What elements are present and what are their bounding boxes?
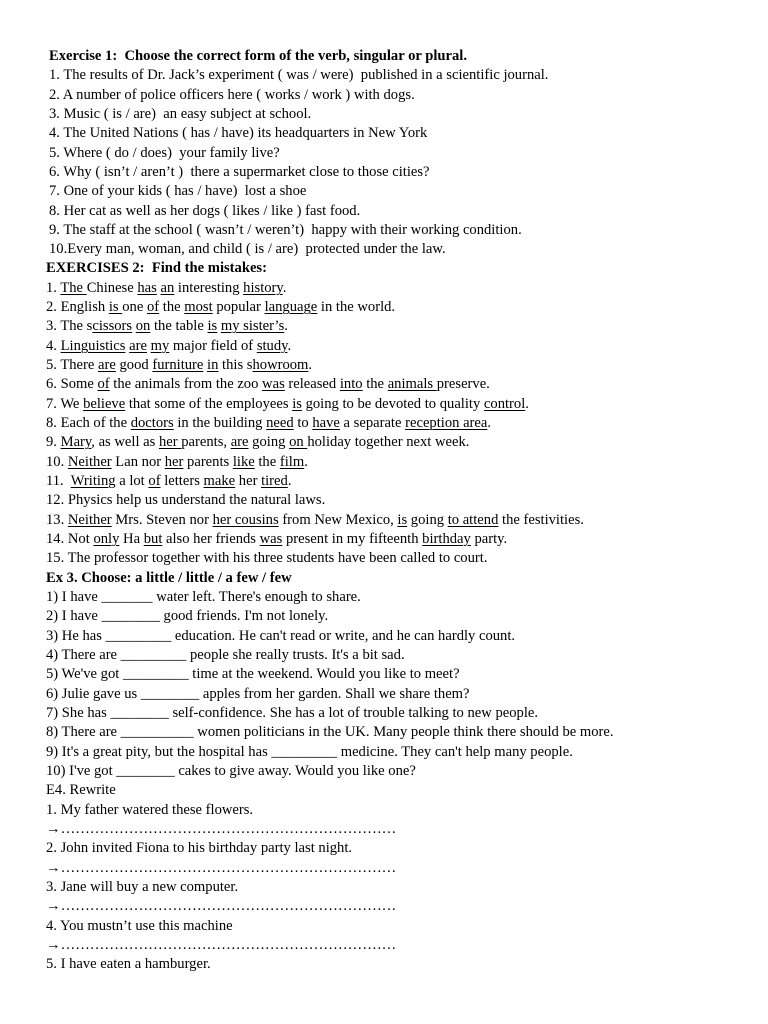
text-segment: one [122, 299, 147, 315]
text-segment: good [115, 357, 153, 373]
exercise-2-item [46, 414, 491, 433]
text-segment: interesting [174, 280, 244, 296]
text-segment: a separate [339, 415, 406, 431]
underlined-segment: of [148, 473, 161, 489]
text-segment: parents, [181, 434, 231, 450]
text-segment: parents [183, 454, 233, 470]
underlined-segment: are [98, 357, 116, 373]
exercise-2-item [46, 530, 507, 549]
exercise-2-item [46, 375, 490, 394]
underlined-segment: in [207, 357, 219, 373]
text-segment: a lot [115, 473, 149, 489]
underlined-segment: have [312, 415, 340, 431]
text-segment: 10. [46, 454, 68, 470]
text-segment: Mrs. Steven nor [111, 512, 213, 528]
exercise-2-item [46, 395, 529, 414]
underlined-segment: is [397, 512, 408, 528]
text-segment: . [525, 396, 529, 412]
exercise-4-sentence: 2. John invited Fiona to his birthday party last night. [46, 840, 353, 856]
underlined-segment: make [203, 473, 236, 489]
exercise-4-sentence: 5. I have eaten a hamburger. [46, 956, 211, 972]
exercise-2-item [46, 491, 325, 510]
underlined-segment: are [129, 338, 147, 354]
text-segment: to [293, 415, 313, 431]
underlined-segment: language [264, 299, 318, 315]
exercise-2-item [46, 279, 286, 298]
text-segment: going [248, 434, 290, 450]
underlined-segment: was [259, 531, 283, 547]
underlined-segment: is [207, 318, 218, 334]
exercise-2-item [46, 549, 487, 568]
underlined-segment: has [137, 280, 157, 296]
text-segment: this s [218, 357, 253, 373]
text-segment: Lan nor [111, 454, 165, 470]
underlined-segment: most [184, 299, 213, 315]
exercise-2-item [46, 511, 584, 530]
text-segment: from New Mexico, [278, 512, 398, 528]
text-segment: . [304, 454, 308, 470]
text-segment: . [487, 415, 492, 431]
underlined-segment: her cousins [212, 512, 279, 528]
text-segment: 13. [46, 512, 68, 528]
exercise-4-answer-line: →…………………………………………………………… [46, 821, 397, 837]
exercise-1-item: 8. Her cat as well as her dogs ( likes / like ) fast food. [49, 203, 361, 219]
text-segment: Chinese [86, 280, 138, 296]
exercise-1-item: 9. The staff at the school ( wasn’t / weren’t) happy with their working condition. [49, 222, 522, 238]
text-segment: released [284, 376, 340, 392]
text-segment: the animals from the zoo [109, 376, 263, 392]
text-segment: . [308, 357, 313, 373]
underlined-segment: study [256, 338, 288, 354]
exercise-3-item: 8) There are __________ women politicians in the UK. Many people think there should be more. [46, 724, 614, 740]
underlined-segment: her [158, 434, 182, 450]
text-segment: 11. [46, 473, 71, 489]
text-segment: in the building [173, 415, 267, 431]
underlined-segment: furniture [152, 357, 204, 373]
exercise-2-item [46, 337, 291, 356]
underlined-segment: is [108, 299, 123, 315]
exercise-4-answer-line: →…………………………………………………………… [46, 860, 397, 876]
exercise-1-item: 4. The United Nations ( has / have) its headquarters in New York [49, 125, 428, 141]
text-segment: in the world. [317, 299, 396, 315]
underlined-segment: The [60, 280, 87, 296]
underlined-segment: into [339, 376, 363, 392]
underlined-segment: to attend [447, 512, 499, 528]
underlined-segment: Neither [67, 454, 112, 470]
exercise-2-item [46, 433, 469, 452]
underlined-segment: howroom [252, 357, 309, 373]
exercise-4-heading: E4. Rewrite [46, 782, 116, 798]
exercise-4-sentence: 1. My father watered these flowers. [46, 802, 254, 818]
underlined-segment: believe [83, 396, 126, 412]
text-segment: the festivities. [498, 512, 584, 528]
underlined-segment: on [289, 434, 308, 450]
underlined-segment: was [262, 376, 285, 392]
underlined-segment: my sister’s [220, 318, 285, 334]
exercise-2-item [46, 472, 291, 491]
underlined-segment: Neither [67, 512, 112, 528]
underlined-segment: my [150, 338, 170, 354]
text-segment: 7. We [46, 396, 84, 412]
exercise-1-item: 1. The results of Dr. Jack’s experiment ( was / were) published in a scientific journal. [49, 67, 549, 83]
exercise-1-item: 6. Why ( isn’t / aren’t ) there a supermarket close to those cities? [49, 164, 430, 180]
text-segment: 12. Physics help us understand the natural laws. [46, 492, 326, 508]
text-segment: her [235, 473, 262, 489]
underlined-segment: Linguistics [60, 338, 126, 354]
underlined-segment: birthday [422, 531, 471, 547]
underlined-segment: Mary [60, 434, 92, 450]
underlined-segment: tired [261, 473, 288, 489]
exercise-3-item: 7) She has ________ self-confidence. She has a lot of trouble talking to new people. [46, 705, 539, 721]
exercise-3-item: 10) I've got ________ cakes to give away. Would you like one? [46, 763, 416, 779]
exercise-2-heading: EXERCISES 2: Find the mistakes: [46, 260, 267, 276]
text-segment: . [282, 280, 287, 296]
exercise-2-item [46, 317, 288, 336]
exercise-4-answer-line: →…………………………………………………………… [46, 898, 397, 914]
exercise-1-item: 3. Music ( is / are) an easy subject at school. [49, 106, 312, 122]
exercise-3-item: 1) I have _______ water left. There's enough to share. [46, 589, 361, 605]
text-segment: Ha [119, 531, 144, 547]
exercise-1-item: 7. One of your kids ( has / have) lost a shoe [49, 183, 307, 199]
underlined-segment: of [97, 376, 110, 392]
exercise-3-item: 2) I have ________ good friends. I'm not lonely. [46, 608, 329, 624]
underlined-segment: doctors [130, 415, 174, 431]
text-segment: 4. [46, 338, 61, 354]
underlined-segment: like [232, 454, 255, 470]
text-segment: the table [150, 318, 208, 334]
underlined-segment: of [146, 299, 160, 315]
text-segment: 3. The s [46, 318, 93, 334]
text-segment: 2. English [46, 299, 109, 315]
text-segment: the [254, 454, 280, 470]
underlined-segment: reception area [405, 415, 488, 431]
underlined-segment: but [143, 531, 163, 547]
underlined-segment: an [160, 280, 175, 296]
exercise-3-item: 5) We've got _________ time at the weekend. Would you like to meet? [46, 666, 460, 682]
underlined-segment: cissors [92, 318, 133, 334]
exercise-1-heading: Exercise 1: Choose the correct form of the verb, singular or plural. [49, 48, 468, 64]
text-segment: preserve. [436, 376, 490, 392]
text-segment: . [284, 318, 288, 334]
underlined-segment: animals [387, 376, 437, 392]
exercise-2-item [46, 298, 395, 317]
underlined-segment: is [292, 396, 302, 412]
exercise-4-sentence: 3. Jane will buy a new computer. [46, 879, 239, 895]
underlined-segment: on [135, 318, 151, 334]
text-segment: , as well as [91, 434, 159, 450]
exercise-3-item: 6) Julie gave us ________ apples from her garden. Shall we share them? [46, 686, 470, 702]
text-segment: 6. Some [46, 376, 98, 392]
underlined-segment: her [164, 454, 184, 470]
exercise-4-answer-line: →…………………………………………………………… [46, 937, 397, 953]
exercise-2-item [46, 453, 308, 472]
text-segment: holiday together next week. [307, 434, 470, 450]
text-segment: going to be devoted to quality [301, 396, 484, 412]
underlined-segment: history [243, 280, 283, 296]
text-segment: the [159, 299, 185, 315]
exercise-3-item: 9) It's a great pity, but the hospital has _________ medicine. They can't help many people. [46, 744, 573, 760]
text-segment: major field of [169, 338, 257, 354]
text-segment: 5. There [46, 357, 99, 373]
exercise-4-sentence: 4. You mustn’t use this machine [46, 918, 233, 934]
text-segment: popular [212, 299, 265, 315]
text-segment: . [287, 473, 292, 489]
exercise-1-item: 5. Where ( do / does) your family live? [49, 145, 280, 161]
text-segment: the [362, 376, 388, 392]
text-segment: letters [160, 473, 204, 489]
underlined-segment: only [93, 531, 120, 547]
text-segment: that some of the employees [125, 396, 293, 412]
text-segment: 14. Not [46, 531, 94, 547]
text-segment: present in my fifteenth [282, 531, 423, 547]
text-segment: . [287, 338, 292, 354]
text-segment: 8. Each of the [46, 415, 131, 431]
text-segment: going [407, 512, 448, 528]
text-segment: party. [470, 531, 508, 547]
underlined-segment: need [266, 415, 294, 431]
underlined-segment: control [483, 396, 526, 412]
underlined-segment: are [230, 434, 249, 450]
exercise-2-item [46, 356, 312, 375]
text-segment: 1. [46, 280, 61, 296]
underlined-segment: Writing [70, 473, 116, 489]
text-segment: 15. The professor together with his three students have been called to court. [46, 550, 488, 566]
exercise-3-heading: Ex 3. Choose: a little / little / a few / few [46, 570, 292, 586]
text-segment: also her friends [162, 531, 260, 547]
underlined-segment: film [279, 454, 305, 470]
exercise-3-item: 4) There are _________ people she really trusts. It's a bit sad. [46, 647, 405, 663]
exercise-1-item: 2. A number of police officers here ( works / work ) with dogs. [49, 87, 415, 103]
exercise-1-item: 10.Every man, woman, and child ( is / are) protected under the law. [49, 241, 446, 257]
exercise-3-item: 3) He has _________ education. He can't read or write, and he can hardly count. [46, 628, 516, 644]
text-segment: 9. [46, 434, 61, 450]
